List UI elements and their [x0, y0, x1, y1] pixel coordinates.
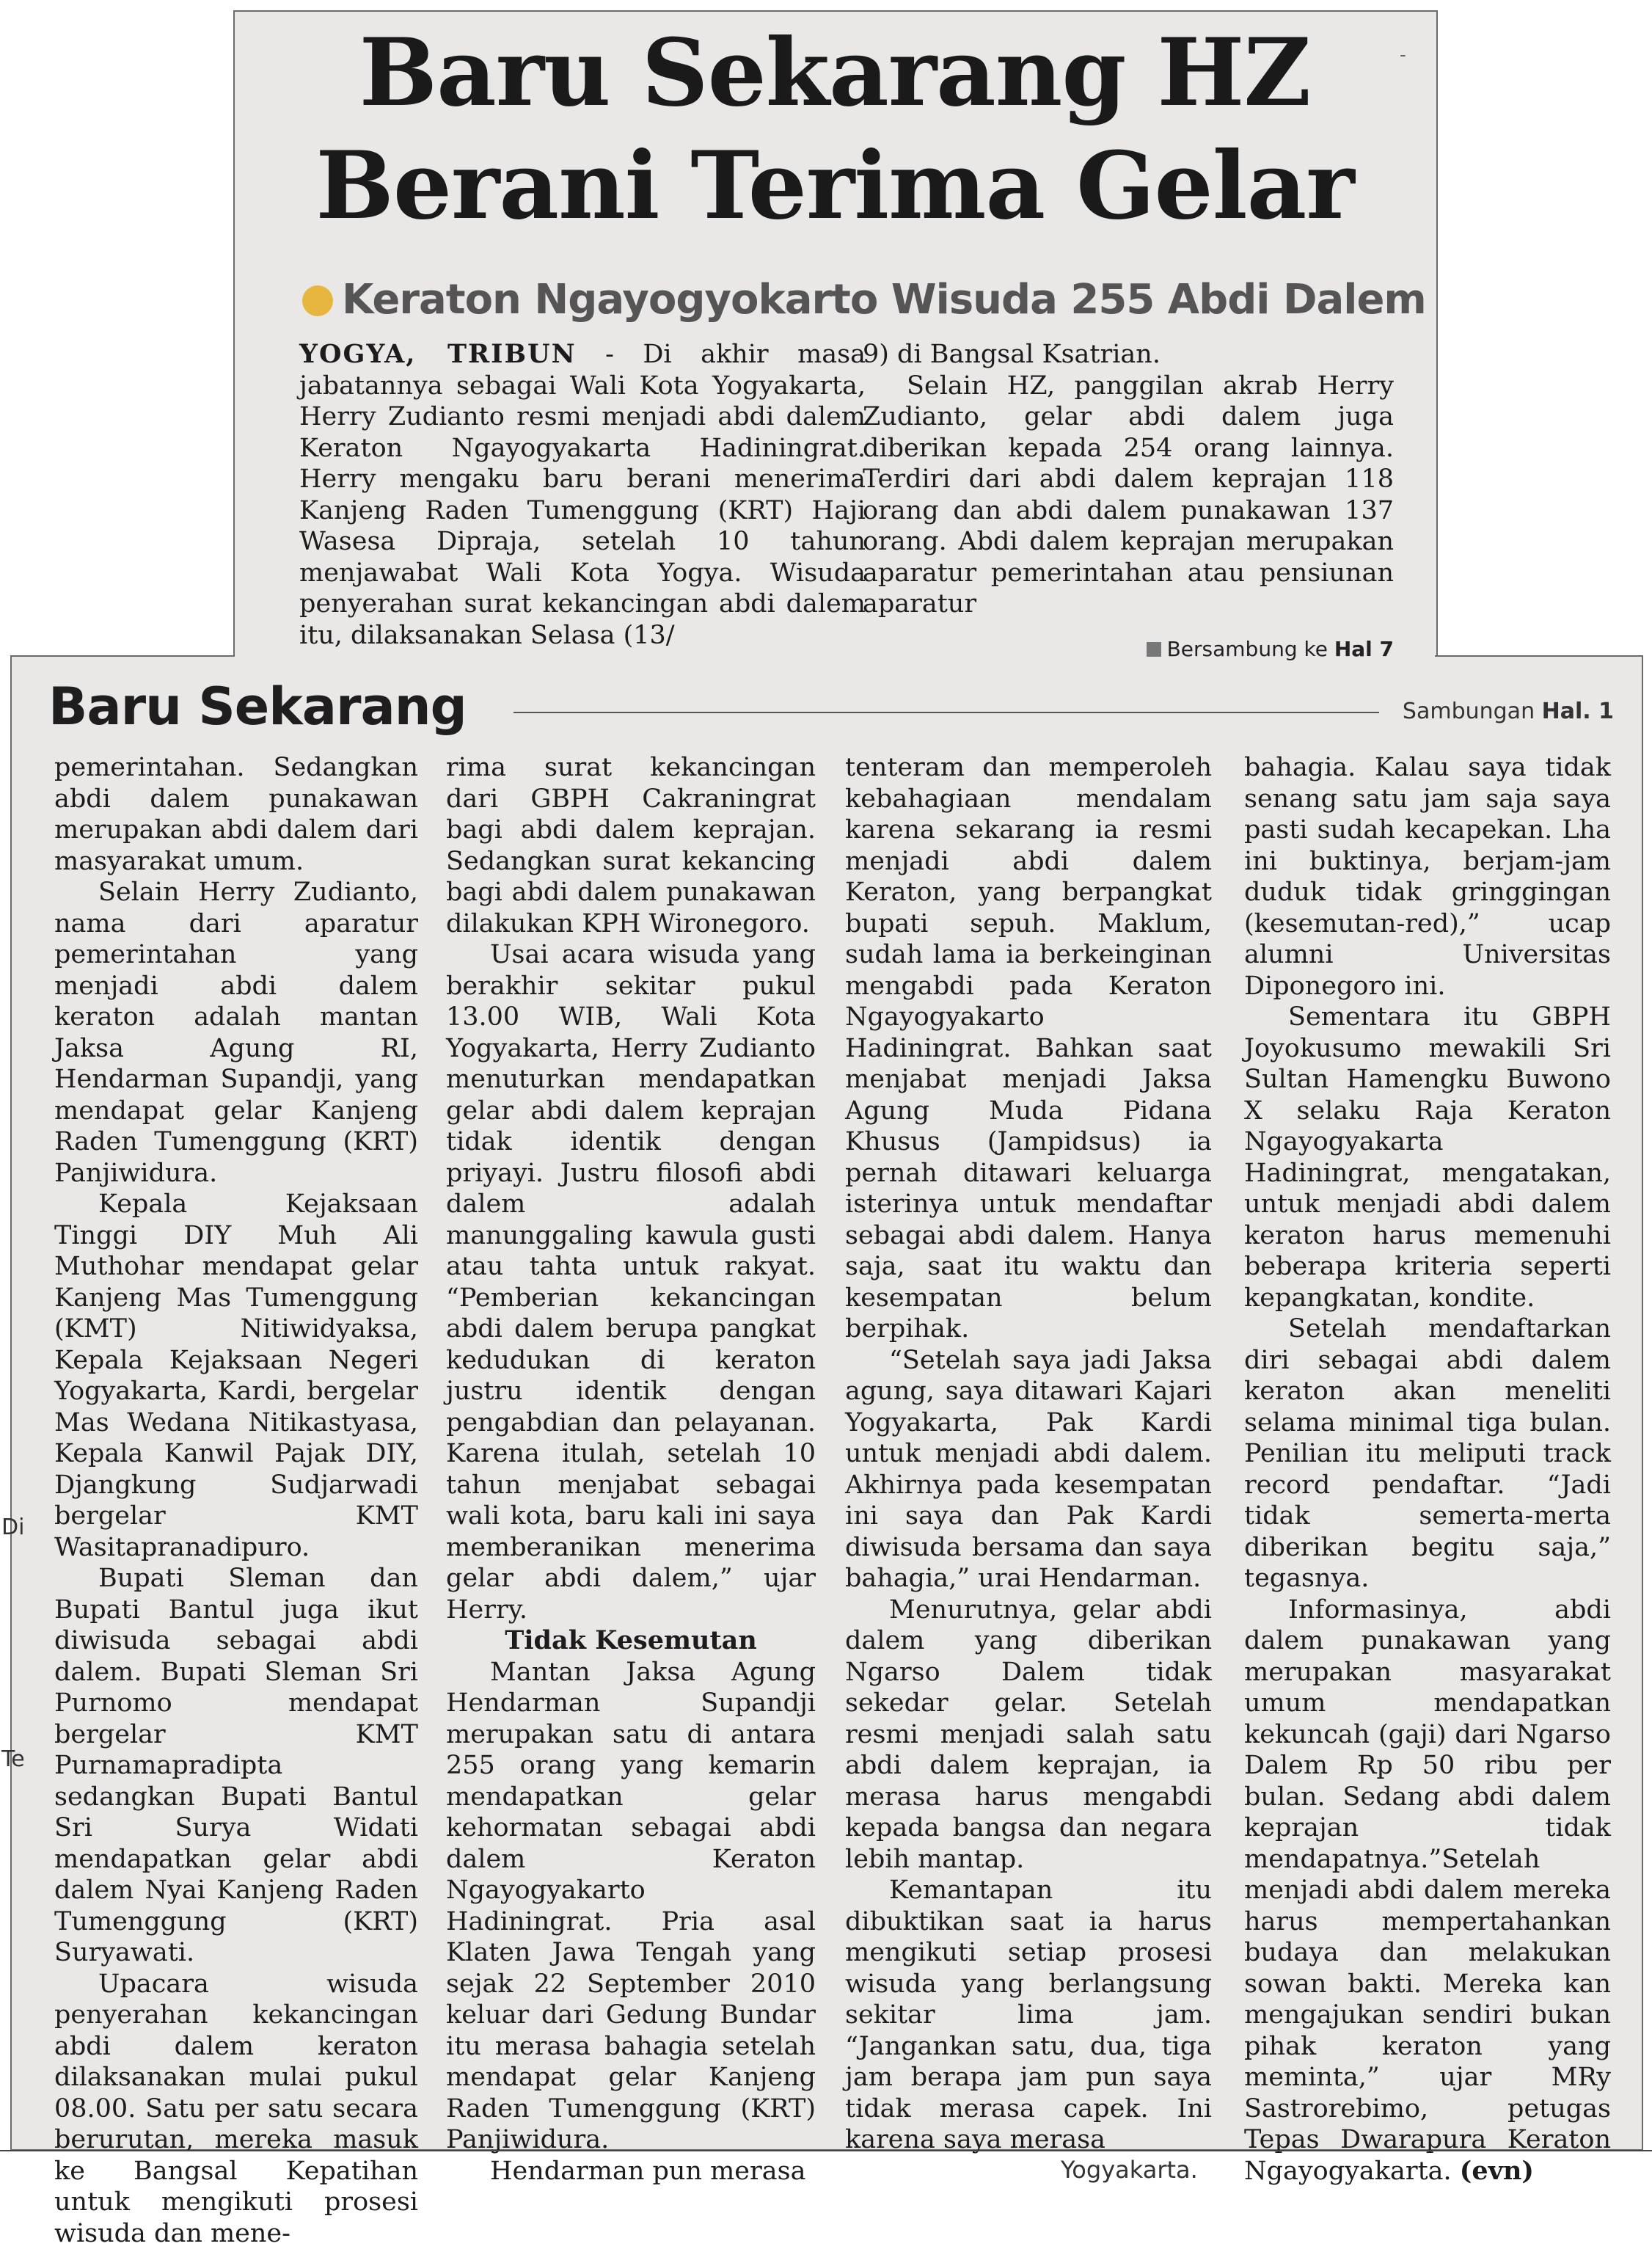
paragraph: Informasinya, abdi dalem punakawan yang merupakan masyarakat umum mendapatkan kekuncah (gaji) dari Ngarso Dalem Rp 50 ribu per bulan. Sedang abdi dalem keprajan tidak mendapatnya.”Setelah menjadi abdi dalem mereka harus mempertahankan budaya dan melakukan sowan bakti. Mereka kan mengajukan sendiri bukan pihak keraton yang meminta,” ujar MRy Sastrorebimo, petugas Tepas Dwarapura Keraton Ngayogyakarta.: [1244, 1595, 1611, 2186]
author-signature: (evn): [1460, 2156, 1534, 2186]
paragraph: 9) di Bangsal Ksatrian.: [863, 339, 1394, 371]
top-article-lead: - Di akhir masa jabatannya sebagai Wali Kota Yogyakarta, Herry Zudianto resmi menjadi abdi dalem Keraton Ngayogyakarta Hadiningrat. Herry mengaku baru berani menerima Kanjeng Raden Tumenggung (KRT) Haji Wasesa Dipraja, setelah 10 tahun menjawabat Wali Kota Yogya. Wisuda penyerahan surat kekancingan abdi dalem itu, dilaksanakan Selasa (13/: [299, 340, 866, 650]
paragraph: Sementara itu GBPH Joyokusumo mewakili Sri Sultan Hamengku Buwono X selaku Raja Keraton Ngayogyakarta Hadiningrat, mengatakan, untuk menjadi abdi dalem keraton harus memenuhi beberapa kriteria seperti kepangkatan, kondite.: [1244, 1002, 1611, 1313]
paragraph: Kemantapan itu dibuktikan saat ia harus mengikuti setiap prosesi wisuda yang berlangsung sekitar lima jam. “Jangankan satu, dua, tiga jam berapa jam pun saya tidak merasa capek. Ini karena saya merasa: [845, 1875, 1212, 2156]
paragraph: Usai acara wisuda yang berakhir sekitar pukul 13.00 WIB, Wali Kota Yogyakarta, Herry Zudianto menuturkan mendapatkan gelar abdi dalem keprajan tidak identik dengan priyayi. Justru filosofi abdi dalem adalah manunggaling kawula gusti atau tahta untuk rakyat. “Pemberian kekancingan abdi dalem berupa pangkat kedudukan di keraton justru identik dengan pengabdian dan pelayanan. Karena itulah, setelah 10 tahun menjabat sebagai wali kota, baru kali ini saya memberanikan menerima gelar abdi dalem,” ujar Herry.: [446, 939, 816, 1625]
paragraph: Selain Herry Zudianto, nama dari aparatur pemerintahan yang menjadi abdi dalem keraton adalah mantan Jaksa Agung RI, Hendarman Supandji, yang mendapat gelar Kanjeng Raden Tumenggung (KRT) Panjiwidura.: [54, 877, 418, 1189]
paragraph: “Setelah saya jadi Jaksa agung, saya ditawari Kajari Yogyakarta, Pak Kardi untuk menjadi abdi dalem. Akhirnya pada kesempatan ini saya dan Pak Kardi diwisuda bersama dan saya bahagia,” urai Hendarman.: [845, 1345, 1212, 1594]
continued-page: Hal 7: [1334, 637, 1394, 661]
paragraph: Selain HZ, panggilan akrab Herry Zudianto, gelar abdi dalem juga diberikan kepada 254 orang lainnya. Terdiri dari abdi dalem keprajan 118 orang dan abdi dalem punakawan 137 orang. Abdi dalem keprajan merupakan aparatur pemerintahan atau pensiunan aparatur: [863, 371, 1394, 620]
heading-rule: [513, 712, 1379, 713]
subheadline: [302, 276, 1388, 324]
top-article-column-2: [863, 339, 1394, 620]
paragraph: Hendarman pun merasa: [446, 2156, 816, 2187]
headline-line-2: Berani Terima Gelar: [233, 139, 1436, 232]
section-subheading: Tidak Kesemutan: [446, 1625, 816, 1657]
continuation-column-3: [845, 752, 1212, 2156]
continuation-column-2: [446, 752, 816, 2187]
paragraph: Kepala Kejaksaan Tinggi DIY Muh Ali Muthohar mendapat gelar Kanjeng Mas Tumenggung (KMT) Nitiwidyaksa, Kepala Kejaksaan Negeri Yogyakarta, Kardi, bergelar Mas Wedana Nitikastyasa, Kepala Kanwil Pajak DIY, Djangkung Sudjarwadi bergelar KMT Wasitapranadipuro.: [54, 1189, 418, 1563]
continuation-column-1: [54, 752, 418, 2249]
continued-from-page: Hal. 1: [1542, 699, 1614, 724]
paragraph: tenteram dan memperoleh kebahagiaan mendalam karena sekarang ia resmi menjadi abdi dalem Keraton, yang berpangkat bupati sepuh. Maklum, sudah lama ia berkeinginan mengabdi pada Keraton Ngayogyakarto Hadiningrat. Bahkan saat menjabat menjadi Jaksa Agung Muda Pidana Khusus (Jampidsus) ia pernah ditawari keluarga isterinya untuk mendaftar sebagai abdi dalem. Hanya saja, saat itu waktu dan kesempatan belum berpihak.: [845, 752, 1212, 1345]
paragraph: pemerintahan. Sedangkan abdi dalem punakawan merupakan abdi dalem dari masyarakat umum.: [54, 752, 418, 877]
bullet-dot-icon: [302, 285, 333, 316]
continuation-column-4: [1244, 752, 1611, 2187]
continued-from-note: [1394, 699, 1614, 724]
headline-line-1: Baru Sekarang HZ: [233, 26, 1436, 119]
top-article-column-1: [299, 339, 866, 651]
footer-rule: [0, 2150, 1652, 2151]
dateline: YOGYA, TRIBUN: [299, 339, 577, 369]
paragraph: Menurutnya, gelar abdi dalem yang diberikan Ngarso Dalem tidak sekedar gelar. Setelah resmi menjadi salah satu abdi dalem keprajan, ia merasa harus mengabdi kepada bangsa dan negara lebih mantap.: [845, 1594, 1212, 1876]
paragraph: rima surat kekancingan dari GBPH Cakraningrat bagi abdi dalem keprajan. Sedangkan surat kekancing bagi abdi dalem punakawan dilakukan KPH Wironegoro.: [446, 752, 816, 939]
corner-mark: -: [1400, 44, 1406, 66]
continued-from-prefix: Sambungan: [1403, 699, 1535, 724]
paragraph: bahagia. Kalau saya tidak senang satu jam saja saya pasti sudah kecapekan. Lha ini buktinya, berjam-jam duduk tidak gringgingan (kesemutan-red),” ucap alumni Universitas Diponegoro ini.: [1244, 752, 1611, 1002]
paragraph: Upacara wisuda penyerahan kekancingan abdi dalem keraton dilaksanakan mulai pukul 08.00. Satu per satu secara berurutan, mereka masuk ke Bangsal Kepatihan untuk mengikuti prosesi wisuda dan mene-: [54, 1969, 418, 2249]
continued-prefix: Bersambung ke: [1167, 637, 1328, 661]
margin-note-bottom: Yogyakarta.: [1061, 2156, 1198, 2184]
square-bullet-icon: [1147, 642, 1161, 657]
subheadline-text: Keraton Ngayogyokarto Wisuda 255 Abdi Dalem: [342, 276, 1426, 324]
margin-note-left-1: Di: [1, 1514, 24, 1540]
paragraph: Mantan Jaksa Agung Hendarman Supandji merupakan satu di antara 255 orang yang kemarin mendapatkan gelar kehormatan sebagai abdi dalem Keraton Ngayogyakarto Hadiningrat. Pria asal Klaten Jawa Tengah yang sejak 22 September 2010 keluar dari Gedung Bundar itu merasa bahagia setelah mendapat gelar Kanjeng Raden Tumenggung (KRT) Panjiwidura.: [446, 1657, 816, 2156]
paragraph: Bupati Sleman dan Bupati Bantul juga ikut diwisuda sebagai abdi dalem. Bupati Sleman Sri Purnomo mendapat bergelar KMT Purnamapradipta sedangkan Bupati Bantul Sri Surya Widati mendapatkan gelar abdi dalem Nyai Kanjeng Raden Tumenggung (KRT) Suryawati.: [54, 1563, 418, 1969]
continued-note: [1119, 637, 1394, 661]
paragraph: Setelah mendaftarkan diri sebagai abdi dalem keraton akan meneliti selama minimal tiga bulan. Penilian itu meliputi track record pendaftar. “Jadi tidak semerta-merta diberikan begitu saja,” tegasnya.: [1244, 1313, 1611, 1594]
margin-note-left-2: Te: [1, 1746, 25, 1772]
continuation-heading: Baru Sekarang: [48, 681, 467, 732]
